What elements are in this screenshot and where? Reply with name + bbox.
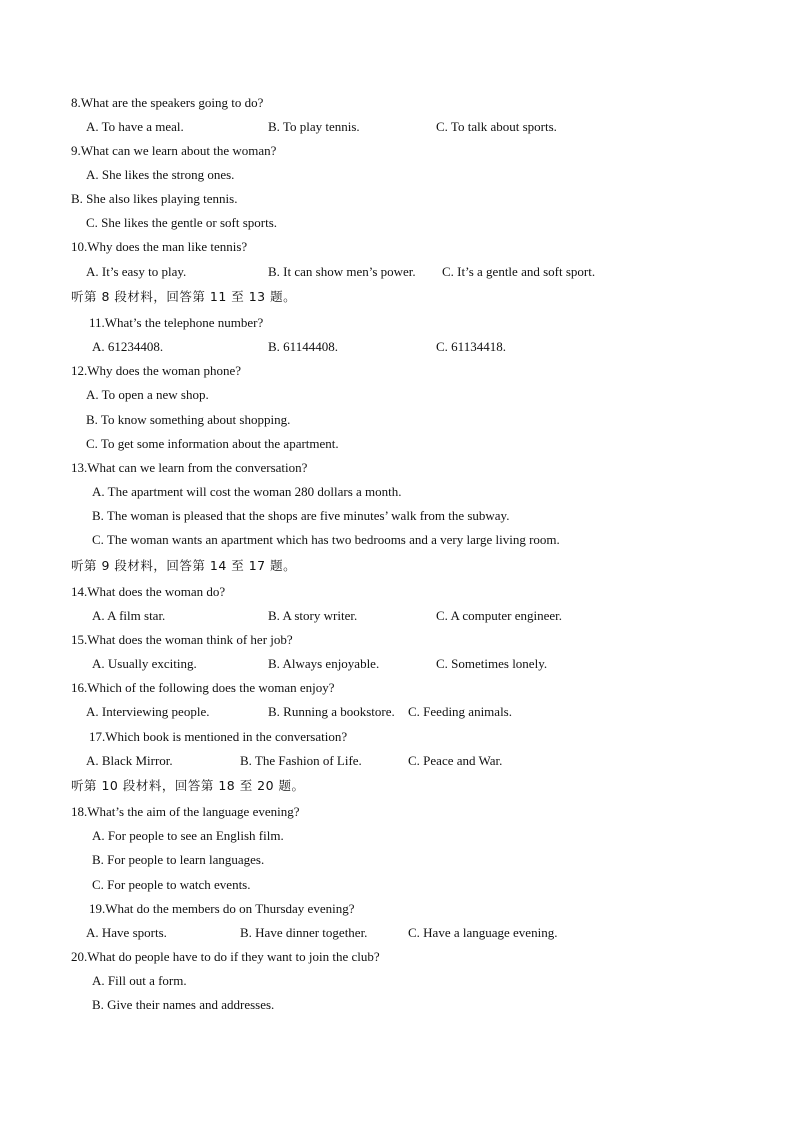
question-14-option-a: A. A film star. bbox=[92, 608, 166, 623]
question-14-option-c: C. A computer engineer. bbox=[436, 608, 563, 623]
section-8-heading: 听第 8 段材料，回答第 11 至 13 题。 bbox=[71, 289, 297, 304]
question-13-stem: 13.What can we learn from the conversation? bbox=[71, 460, 308, 475]
question-14-stem: 14.What does the woman do? bbox=[71, 584, 226, 599]
section-10-heading: 听第 10 段材料，回答第 18 至 20 题。 bbox=[71, 778, 305, 793]
question-8-stem: 8.What are the speakers going to do? bbox=[71, 95, 264, 110]
question-16-option-a: A. Interviewing people. bbox=[86, 704, 210, 719]
question-12-stem: 12.Why does the woman phone? bbox=[71, 363, 242, 378]
question-20-option-a: A. Fill out a form. bbox=[92, 973, 187, 988]
question-15-option-c: C. Sometimes lonely. bbox=[436, 656, 548, 671]
question-20-stem: 20.What do people have to do if they want to join the club? bbox=[71, 949, 380, 964]
question-19-option-c: C. Have a language evening. bbox=[408, 925, 558, 940]
question-8-option-c: C. To talk about sports. bbox=[436, 119, 557, 134]
question-15-option-a: A. Usually exciting. bbox=[92, 656, 197, 671]
question-19-option-b: B. Have dinner together. bbox=[240, 925, 368, 940]
question-10-option-b: B. It can show men’s power. bbox=[268, 264, 416, 279]
question-19-option-a: A. Have sports. bbox=[86, 925, 167, 940]
question-17-option-b: B. The Fashion of Life. bbox=[240, 753, 362, 768]
question-17-option-c: C. Peace and War. bbox=[408, 753, 503, 768]
question-13-option-c: C. The woman wants an apartment which has two bedrooms and a very large living room. bbox=[92, 532, 560, 547]
question-12-option-b: B. To know something about shopping. bbox=[86, 412, 291, 427]
question-10-stem: 10.Why does the man like tennis? bbox=[71, 239, 248, 254]
question-13-option-b: B. The woman is pleased that the shops are five minutes’ walk from the subway. bbox=[92, 508, 510, 523]
question-19-stem: 19.What do the members do on Thursday evening? bbox=[89, 901, 355, 916]
question-16-stem: 16.Which of the following does the woman enjoy? bbox=[71, 680, 335, 695]
question-12-option-a: A. To open a new shop. bbox=[86, 387, 209, 402]
question-9-stem: 9.What can we learn about the woman? bbox=[71, 143, 277, 158]
question-18-option-a: A. For people to see an English film. bbox=[92, 828, 284, 843]
question-8-option-a: A. To have a meal. bbox=[86, 119, 184, 134]
question-16-option-b: B. Running a bookstore. bbox=[268, 704, 395, 719]
question-18-option-b: B. For people to learn languages. bbox=[92, 852, 265, 867]
question-10-option-a: A. It’s easy to play. bbox=[86, 264, 187, 279]
section-9-heading: 听第 9 段材料，回答第 14 至 17 题。 bbox=[71, 558, 297, 573]
question-17-stem: 17.Which book is mentioned in the conversation? bbox=[89, 729, 348, 744]
question-20-option-b: B. Give their names and addresses. bbox=[92, 997, 275, 1012]
question-15-option-b: B. Always enjoyable. bbox=[268, 656, 380, 671]
question-18-option-c: C. For people to watch events. bbox=[92, 877, 251, 892]
question-11-option-c: C. 61134418. bbox=[436, 339, 506, 354]
question-11-option-b: B. 61144408. bbox=[268, 339, 338, 354]
question-17-option-a: A. Black Mirror. bbox=[86, 753, 173, 768]
question-15-stem: 15.What does the woman think of her job? bbox=[71, 632, 293, 647]
question-11-stem: 11.What’s the telephone number? bbox=[89, 315, 264, 330]
question-16-option-c: C. Feeding animals. bbox=[408, 704, 512, 719]
question-9-option-b: B. She also likes playing tennis. bbox=[71, 191, 238, 206]
question-13-option-a: A. The apartment will cost the woman 280 dollars a month. bbox=[92, 484, 402, 499]
question-10-option-c: C. It’s a gentle and soft sport. bbox=[442, 264, 596, 279]
question-12-option-c: C. To get some information about the apartment. bbox=[86, 436, 339, 451]
question-9-option-c: C. She likes the gentle or soft sports. bbox=[86, 215, 278, 230]
question-11-option-a: A. 61234408. bbox=[92, 339, 164, 354]
question-8-option-b: B. To play tennis. bbox=[268, 119, 360, 134]
question-14-option-b: B. A story writer. bbox=[268, 608, 358, 623]
question-9-option-a: A. She likes the strong ones. bbox=[86, 167, 235, 182]
question-18-stem: 18.What’s the aim of the language evening? bbox=[71, 804, 300, 819]
